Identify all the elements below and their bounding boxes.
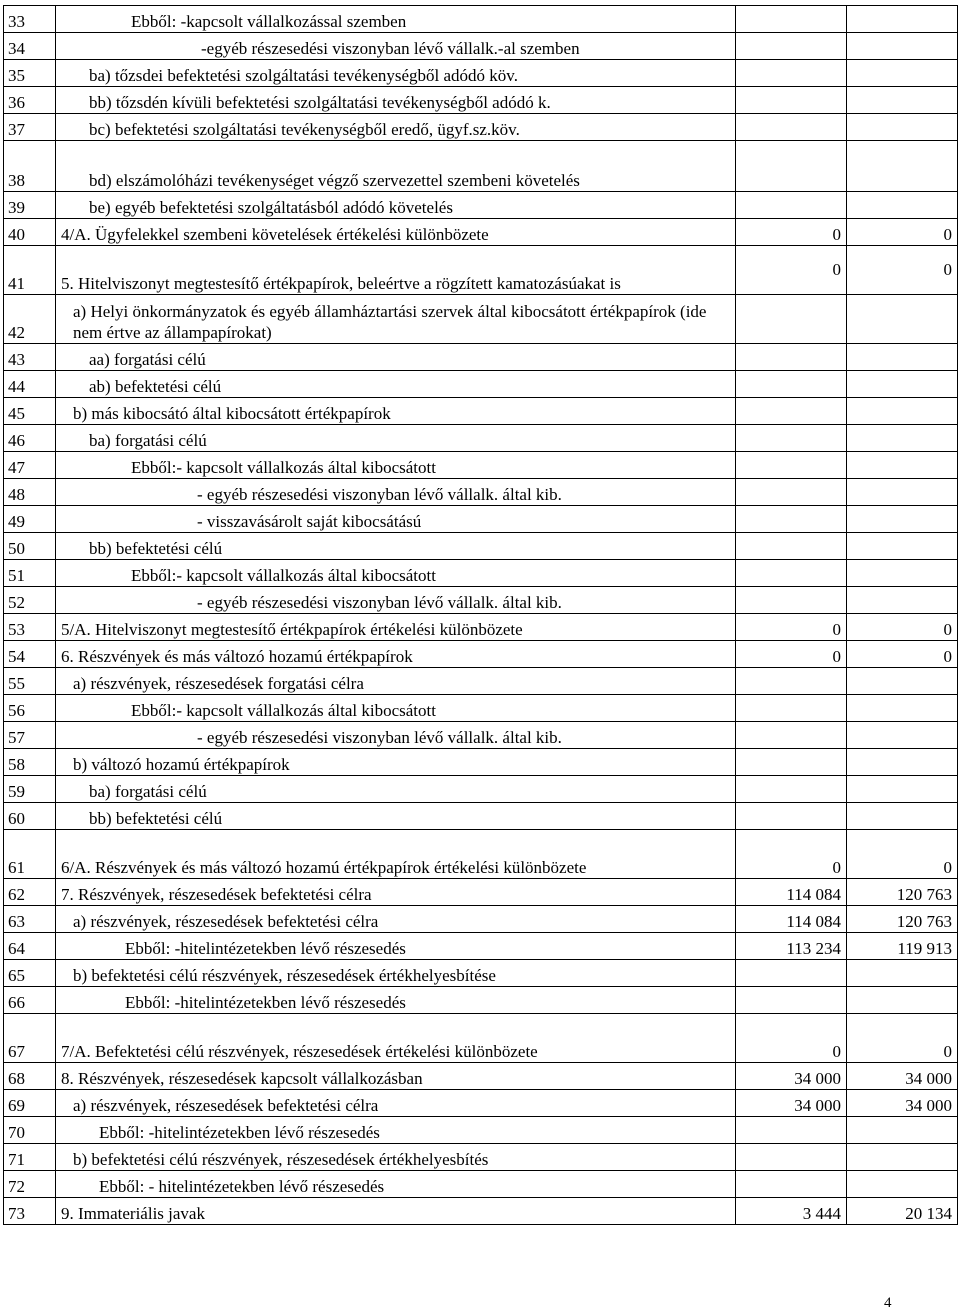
table-row <box>4 6 958 33</box>
row-number: 50 <box>4 533 56 560</box>
row-number: 68 <box>4 1063 56 1090</box>
value-previous: 0 <box>736 1014 847 1063</box>
row-label: b) más kibocsátó által kibocsátott értékpapírok <box>56 398 736 425</box>
value-previous <box>736 960 847 987</box>
value-previous: 0 <box>736 830 847 879</box>
value-current <box>847 960 958 987</box>
table-row <box>4 668 958 695</box>
value-previous: 0 <box>736 614 847 641</box>
value-current <box>847 6 958 33</box>
table-row <box>4 1117 958 1144</box>
table-row <box>4 614 958 641</box>
table-row <box>4 479 958 506</box>
row-label: ba) tőzsdei befektetési szolgáltatási tevékenységből adódó köv. <box>56 60 736 87</box>
table-body <box>4 6 958 1225</box>
table-row <box>4 246 958 295</box>
table-row <box>4 398 958 425</box>
row-label: Ebből:- kapcsolt vállalkozás által kibocsátott <box>56 695 736 722</box>
row-number: 43 <box>4 344 56 371</box>
table-row <box>4 560 958 587</box>
row-label: Ebből:- kapcsolt vállalkozás által kibocsátott <box>56 452 736 479</box>
value-previous <box>736 398 847 425</box>
value-current <box>847 398 958 425</box>
row-number: 44 <box>4 371 56 398</box>
row-number: 66 <box>4 987 56 1014</box>
table-row <box>4 87 958 114</box>
value-current: 119 913 <box>847 933 958 960</box>
table-row <box>4 371 958 398</box>
row-number: 61 <box>4 830 56 879</box>
row-label: - visszavásárolt saját kibocsátású <box>56 506 736 533</box>
value-previous <box>736 803 847 830</box>
row-number: 56 <box>4 695 56 722</box>
value-current <box>847 60 958 87</box>
row-label: a) részvények, részesedések forgatási célra <box>56 668 736 695</box>
value-current <box>847 1144 958 1171</box>
row-number: 55 <box>4 668 56 695</box>
value-previous <box>736 749 847 776</box>
row-label: ba) forgatási célú <box>56 425 736 452</box>
value-previous: 0 <box>736 641 847 668</box>
value-previous <box>736 295 847 344</box>
table-row <box>4 776 958 803</box>
value-previous <box>736 668 847 695</box>
value-previous <box>736 1117 847 1144</box>
row-number: 37 <box>4 114 56 141</box>
value-previous: 34 000 <box>736 1063 847 1090</box>
row-number: 46 <box>4 425 56 452</box>
value-previous <box>736 344 847 371</box>
value-current <box>847 803 958 830</box>
row-number: 62 <box>4 879 56 906</box>
value-previous <box>736 114 847 141</box>
value-previous <box>736 425 847 452</box>
row-number: 54 <box>4 641 56 668</box>
table-row <box>4 60 958 87</box>
table-row <box>4 587 958 614</box>
row-number: 45 <box>4 398 56 425</box>
table-row <box>4 695 958 722</box>
value-current <box>847 1171 958 1198</box>
row-number: 49 <box>4 506 56 533</box>
row-label: bc) befektetési szolgáltatási tevékenységből eredő, ügyf.sz.köv. <box>56 114 736 141</box>
row-number: 73 <box>4 1198 56 1225</box>
value-current: 0 <box>847 246 958 295</box>
value-current: 120 763 <box>847 879 958 906</box>
table-row <box>4 933 958 960</box>
value-current: 120 763 <box>847 906 958 933</box>
table-row <box>4 906 958 933</box>
value-previous <box>736 6 847 33</box>
value-previous <box>736 192 847 219</box>
value-current <box>847 987 958 1014</box>
table-row <box>4 1063 958 1090</box>
value-current <box>847 1117 958 1144</box>
table-row <box>4 987 958 1014</box>
table-row <box>4 1198 958 1225</box>
row-label: aa) forgatási célú <box>56 344 736 371</box>
value-previous <box>736 60 847 87</box>
row-label: bd) elszámolóházi tevékenységet végző szervezettel szembeni követelés <box>56 141 736 192</box>
row-label: - egyéb részesedési viszonyban lévő vállalk. által kib. <box>56 587 736 614</box>
value-current: 0 <box>847 614 958 641</box>
row-label: 9. Immateriális javak <box>56 1198 736 1225</box>
value-previous <box>736 587 847 614</box>
row-number: 67 <box>4 1014 56 1063</box>
value-current: 0 <box>847 219 958 246</box>
table-row <box>4 960 958 987</box>
value-previous <box>736 452 847 479</box>
value-current <box>847 749 958 776</box>
row-label: 8. Részvények, részesedések kapcsolt vállalkozásban <box>56 1063 736 1090</box>
value-current: 0 <box>847 641 958 668</box>
value-current <box>847 141 958 192</box>
table-row <box>4 344 958 371</box>
value-previous <box>736 776 847 803</box>
value-current <box>847 452 958 479</box>
value-current <box>847 479 958 506</box>
row-label: - egyéb részesedési viszonyban lévő vállalk. által kib. <box>56 722 736 749</box>
row-number: 48 <box>4 479 56 506</box>
table-row <box>4 722 958 749</box>
table-row <box>4 295 958 344</box>
table-row <box>4 219 958 246</box>
table-row <box>4 533 958 560</box>
table-row <box>4 830 958 879</box>
row-label: 5. Hitelviszonyt megtestesítő értékpapírok, beleértve a rögzített kamatozásúakat is <box>56 246 736 295</box>
value-current: 20 134 <box>847 1198 958 1225</box>
value-previous: 114 084 <box>736 906 847 933</box>
value-previous <box>736 33 847 60</box>
table-row <box>4 425 958 452</box>
balance-sheet-table <box>3 5 958 1225</box>
row-label: ab) befektetési célú <box>56 371 736 398</box>
table-row <box>4 879 958 906</box>
row-label: a) Helyi önkormányzatok és egyéb államháztartási szervek által kibocsátott értékpapírok (ide nem értve az állampapírokat) <box>56 295 736 344</box>
row-number: 69 <box>4 1090 56 1117</box>
value-previous <box>736 371 847 398</box>
row-label: Ebből: -hitelintézetekben lévő részesedés <box>56 1117 736 1144</box>
table-row <box>4 452 958 479</box>
table-row <box>4 192 958 219</box>
row-number: 41 <box>4 246 56 295</box>
value-previous <box>736 987 847 1014</box>
value-current: 34 000 <box>847 1063 958 1090</box>
value-current <box>847 560 958 587</box>
row-number: 47 <box>4 452 56 479</box>
value-previous <box>736 506 847 533</box>
row-number: 60 <box>4 803 56 830</box>
row-label: 4/A. Ügyfelekkel szembeni követelések értékelési különbözete <box>56 219 736 246</box>
row-number: 42 <box>4 295 56 344</box>
value-previous <box>736 87 847 114</box>
row-label: bb) befektetési célú <box>56 533 736 560</box>
value-current <box>847 533 958 560</box>
row-label: -egyéb részesedési viszonyban lévő vállalk.-al szemben <box>56 33 736 60</box>
row-number: 64 <box>4 933 56 960</box>
table-row <box>4 1171 958 1198</box>
value-current <box>847 344 958 371</box>
row-label: 5/A. Hitelviszonyt megtestesítő értékpapírok értékelési különbözete <box>56 614 736 641</box>
value-current <box>847 668 958 695</box>
row-number: 51 <box>4 560 56 587</box>
table-row <box>4 33 958 60</box>
row-label: b) befektetési célú részvények, részesedések értékhelyesbítése <box>56 960 736 987</box>
row-label: bb) befektetési célú <box>56 803 736 830</box>
value-current <box>847 33 958 60</box>
row-number: 34 <box>4 33 56 60</box>
value-current <box>847 722 958 749</box>
table-row <box>4 749 958 776</box>
row-number: 59 <box>4 776 56 803</box>
row-label: b) változó hozamú értékpapírok <box>56 749 736 776</box>
value-current <box>847 371 958 398</box>
value-current <box>847 506 958 533</box>
value-previous <box>736 560 847 587</box>
row-number: 58 <box>4 749 56 776</box>
row-number: 63 <box>4 906 56 933</box>
value-current: 34 000 <box>847 1090 958 1117</box>
row-number: 70 <box>4 1117 56 1144</box>
row-number: 36 <box>4 87 56 114</box>
row-label: Ebből:- kapcsolt vállalkozás által kibocsátott <box>56 560 736 587</box>
value-current <box>847 587 958 614</box>
value-current <box>847 192 958 219</box>
value-previous <box>736 1171 847 1198</box>
table-row <box>4 803 958 830</box>
row-label: a) részvények, részesedések befektetési célra <box>56 1090 736 1117</box>
row-label: 7. Részvények, részesedések befektetési célra <box>56 879 736 906</box>
row-label: 6. Részvények és más változó hozamú értékpapírok <box>56 641 736 668</box>
row-label: Ebből: -hitelintézetekben lévő részesedés <box>56 933 736 960</box>
value-current <box>847 695 958 722</box>
row-number: 57 <box>4 722 56 749</box>
row-number: 35 <box>4 60 56 87</box>
value-current <box>847 87 958 114</box>
row-number: 53 <box>4 614 56 641</box>
row-label: - egyéb részesedési viszonyban lévő vállalk. által kib. <box>56 479 736 506</box>
value-previous <box>736 695 847 722</box>
value-current <box>847 776 958 803</box>
value-previous <box>736 1144 847 1171</box>
value-current <box>847 295 958 344</box>
row-number: 33 <box>4 6 56 33</box>
value-previous: 3 444 <box>736 1198 847 1225</box>
row-number: 71 <box>4 1144 56 1171</box>
row-number: 65 <box>4 960 56 987</box>
value-previous <box>736 533 847 560</box>
value-current <box>847 114 958 141</box>
row-label: Ebből: -kapcsolt vállalkozással szemben <box>56 6 736 33</box>
row-number: 52 <box>4 587 56 614</box>
row-label: a) részvények, részesedések befektetési célra <box>56 906 736 933</box>
row-label: be) egyéb befektetési szolgáltatásból adódó követelés <box>56 192 736 219</box>
value-current: 0 <box>847 830 958 879</box>
value-current <box>847 425 958 452</box>
table-row <box>4 506 958 533</box>
row-number: 72 <box>4 1171 56 1198</box>
row-label: b) befektetési célú részvények, részesedések értékhelyesbítés <box>56 1144 736 1171</box>
table-row <box>4 114 958 141</box>
value-previous <box>736 479 847 506</box>
table-row <box>4 1014 958 1063</box>
row-label: Ebből: -hitelintézetekben lévő részesedés <box>56 987 736 1014</box>
value-previous: 34 000 <box>736 1090 847 1117</box>
row-label: 7/A. Befektetési célú részvények, részesedések értékelési különbözete <box>56 1014 736 1063</box>
value-previous <box>736 141 847 192</box>
page-number: 4 <box>884 1295 892 1311</box>
row-label: Ebből: - hitelintézetekben lévő részesedés <box>56 1171 736 1198</box>
table-row <box>4 1144 958 1171</box>
row-number: 40 <box>4 219 56 246</box>
value-previous: 0 <box>736 246 847 295</box>
value-previous: 0 <box>736 219 847 246</box>
value-previous: 113 234 <box>736 933 847 960</box>
row-label: 6/A. Részvények és más változó hozamú értékpapírok értékelési különbözete <box>56 830 736 879</box>
value-previous: 114 084 <box>736 879 847 906</box>
table-row <box>4 1090 958 1117</box>
value-current: 0 <box>847 1014 958 1063</box>
row-number: 38 <box>4 141 56 192</box>
row-label: bb) tőzsdén kívüli befektetési szolgáltatási tevékenységből adódó k. <box>56 87 736 114</box>
table-row <box>4 141 958 192</box>
value-previous <box>736 722 847 749</box>
table-row <box>4 641 958 668</box>
row-number: 39 <box>4 192 56 219</box>
row-label: ba) forgatási célú <box>56 776 736 803</box>
